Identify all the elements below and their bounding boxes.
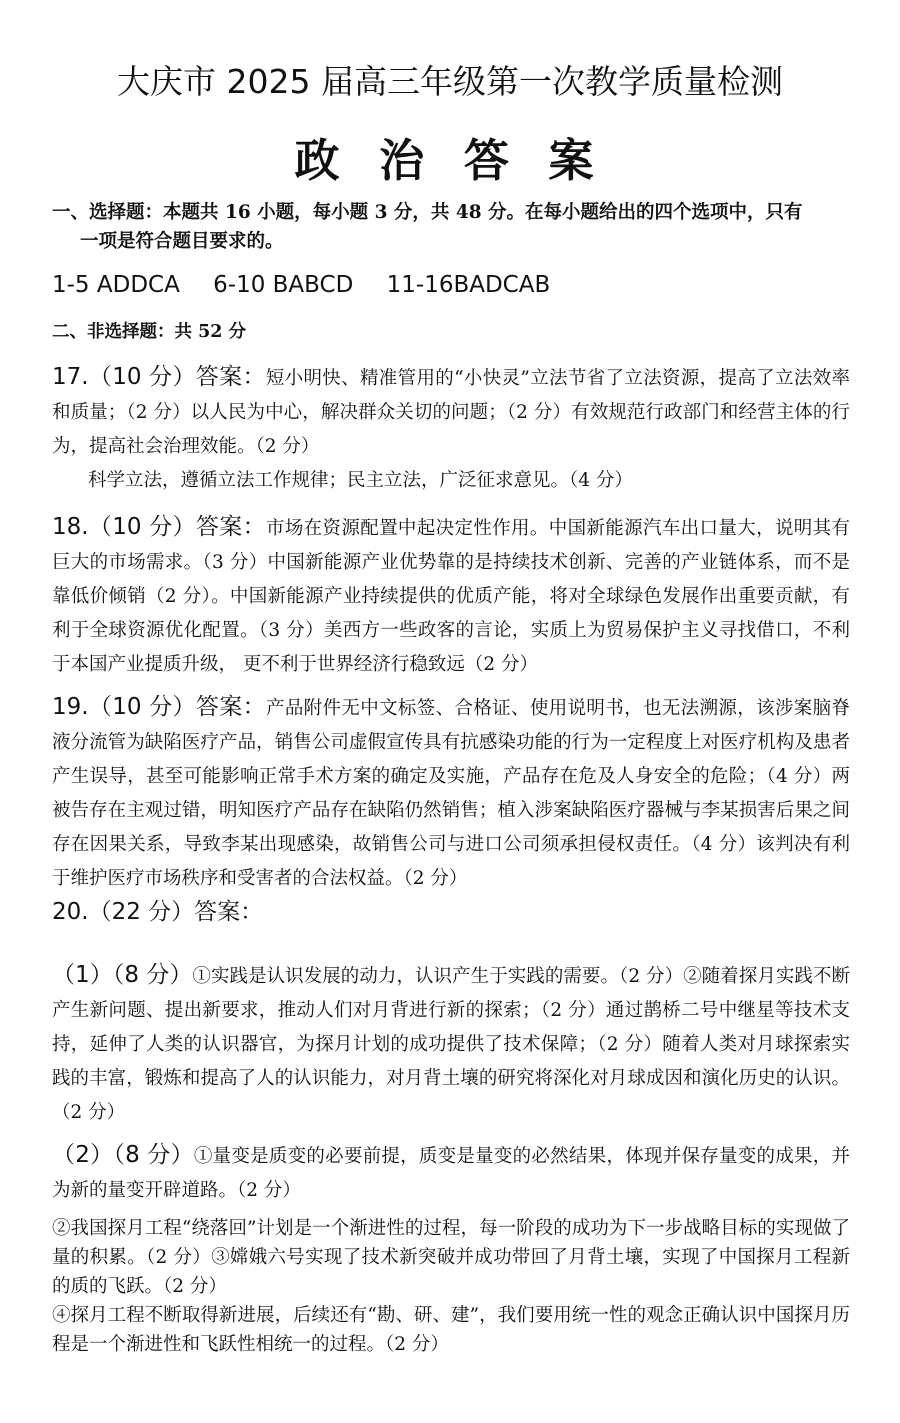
- q20-part2-answer-2: ②我国探月工程“绕落回”计划是一个渐进性的过程，每一阶段的成功为下一步战略目标的实现做了量的积累。（2 分）③嫦娥六号实现了技术新突破并成功带回了月背土壤，实现了中国探月工程新的质的飞跃。（2 分）: [52, 1218, 850, 1297]
- section1-heading-line2: 一项是符合题目要求的。: [80, 231, 284, 252]
- question-17: [52, 360, 850, 498]
- q20-part2: [52, 1138, 850, 1208]
- question-19: [52, 690, 850, 896]
- choice-answer-group: 11-16BADCAB: [386, 272, 551, 298]
- choice-answer-group: 1-5 ADDCA: [52, 272, 180, 298]
- q20-part2-answer-3: ④探月工程不断取得新进展，后续还有“勘、研、建”，我们要用统一性的观念正确认识中国探月历程是一个渐进性和飞跃性相统一的过程。（2 分）: [52, 1305, 850, 1355]
- question-20: [52, 898, 850, 928]
- q20-part2-points: [52, 1214, 850, 1359]
- q20-part1-label: （1）（8 分）: [52, 962, 193, 988]
- section2-heading: 二、非选择题：共 52 分: [52, 322, 247, 342]
- q20-label: 20.（22 分）答案：: [52, 899, 264, 925]
- q19-answer: 产品附件无中文标签、合格证、使用说明书，也无法溯源，该涉案脑脊液分流管为缺陷医疗产品，销售公司虚假宣传具有抗感染功能的行为一定程度上对医疗机构及患者产生误导，甚至可能影响正常手术方案的确定及实施，产品存在危及人身安全的危险；（4 分）两被告存在主观过错，明知医疗产品存在缺陷仍然销售；植入涉案缺陷医疗器械与李某损害后果之间存在因果关系，导致李某出现感染，故销售公司与进口公司须承担侵权责任。（4 分）该判决有利于维护医疗市场秩序和受害者的合法权益。（2 分）: [52, 698, 850, 889]
- q20-part2-label: （2）（8 分）: [52, 1142, 194, 1168]
- choice-answer-group: 6-10 BABCD: [213, 272, 354, 298]
- q20-part1-answer: ①实践是认识发展的动力，认识产生于实践的需要。（2 分）②随着探月实践不断产生新问题、提出新要求，推动人们对月背进行新的探索；（2 分）通过鹊桥二号中继星等技术支持，延伸了人类的认识器官，为探月计划的成功提供了技术保障；（2 分）随着人类对月球探索实践的丰富，锻炼和提高了人的认识能力，对月背土壤的研究将深化对月球成因和演化历史的认识。（2 分）: [52, 966, 851, 1123]
- q19-label: 19.（10 分）答案：: [52, 694, 266, 720]
- q18-label: 18.（10 分）答案：: [52, 514, 266, 540]
- question-18: [52, 510, 850, 682]
- choice-answers: [52, 272, 576, 298]
- q17-answer-2: 科学立法，遵循立法工作规律；民主立法，广泛征求意见。（4 分）: [88, 470, 633, 491]
- subject-title: 政 治 答 案: [294, 134, 606, 187]
- q18-answer: 市场在资源配置中起决定性作用。中国新能源汽车出口量大，说明其有巨大的市场需求。（3 分）中国新能源产业优势靠的是持续技术创新、完善的产业链体系，而不是靠低价倾销（2 分）。中国新能源产业持续提供的优质产能，将对全球绿色发展作出重要贡献，有利于全球资源优化配置。（3 分）美西方一些政客的言论，实质上为贸易保护主义寻找借口，不利于本国产业提质升级， 更不利于世界经济行稳致远（2 分）: [52, 518, 850, 675]
- q20-part1: [52, 958, 850, 1130]
- q17-answer: 短小明快、精准管用的“小快灵”立法节省了立法资源，提高了立法效率和质量；（2 分）以人民为中心，解决群众关切的问题；（2 分）有效规范行政部门和经营主体的行为，提高社会治理效能。（2 分）: [52, 368, 851, 457]
- section1-heading: [52, 198, 850, 256]
- q20-part2-answer-1: ①量变是质变的必要前提，质变是量变的必然结果，体现并保存量变的成果，并为新的量变开辟道路。（2 分）: [52, 1146, 850, 1201]
- exam-title: 大庆市 2025 届高三年级第一次教学质量检测: [117, 62, 783, 101]
- q17-label: 17.（10 分）答案：: [52, 364, 266, 390]
- section1-heading-line1: 一、选择题：本题共 16 小题，每小题 3 分，共 48 分。在每小题给出的四个选项中，只有: [52, 202, 803, 223]
